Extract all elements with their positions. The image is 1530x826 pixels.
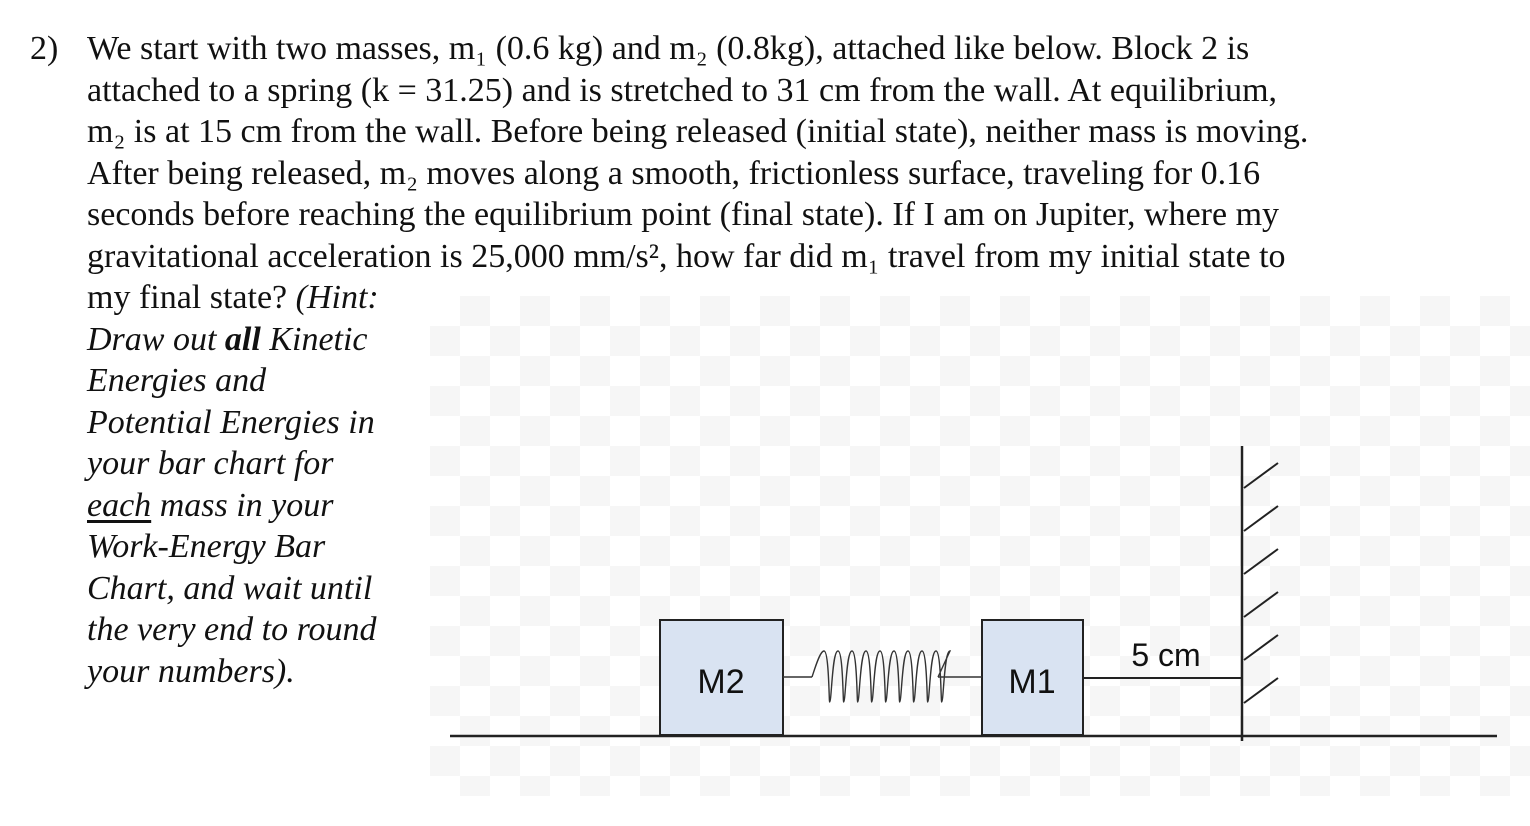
wall-hatching bbox=[1244, 463, 1278, 703]
spring bbox=[783, 651, 982, 702]
question-line-2: attached to a spring (k = 31.25) and is stretched to 31 cm from the wall. At equilibrium, bbox=[87, 71, 1278, 109]
hint-draw-out: Draw out bbox=[87, 320, 217, 358]
hint-mass-in-your: mass in your bbox=[159, 486, 334, 524]
question-number: 2) bbox=[30, 30, 59, 67]
hint-kinetic: Kinetic bbox=[269, 320, 368, 358]
hint-open: (Hint: bbox=[295, 279, 379, 316]
question-line-4: After being released, m₂ moves along a smooth, frictionless surface, traveling for 0.16 bbox=[87, 154, 1261, 192]
hint-line-7: Chart, and wait until bbox=[87, 569, 373, 607]
question-line-3: m₂ is at 15 cm from the wall. Before being released (initial state), neither mass is moving. bbox=[87, 113, 1309, 150]
block-m1-label: M1 bbox=[1008, 663, 1056, 701]
hint-all: all bbox=[224, 320, 261, 358]
hint-line-8: the very end to round bbox=[87, 611, 377, 648]
final-state-question: my final state? bbox=[87, 279, 288, 316]
hint-line-3: Potential Energies in bbox=[87, 403, 375, 441]
block-m2-label: M2 bbox=[697, 663, 745, 701]
question-line-1: We start with two masses, m₁ (0.6 kg) and m₂ (0.8kg), attached like below. Block 2 is bbox=[87, 30, 1250, 67]
hint-line-2: Energies and bbox=[87, 362, 267, 399]
hint-line-9: your numbers). bbox=[87, 652, 295, 690]
hint-each: each bbox=[87, 486, 152, 524]
hint-line-6: Work-Energy Bar bbox=[87, 528, 326, 565]
distance-label: 5 cm bbox=[1131, 637, 1201, 673]
question-line-5: seconds before reaching the equilibrium point (final state). If I am on Jupiter, where my bbox=[87, 196, 1280, 233]
question-line-6: gravitational acceleration is 25,000 mm/s², how far did m₁ travel from my initial state to bbox=[87, 237, 1286, 275]
hint-line-4: your bar chart for bbox=[87, 445, 334, 482]
